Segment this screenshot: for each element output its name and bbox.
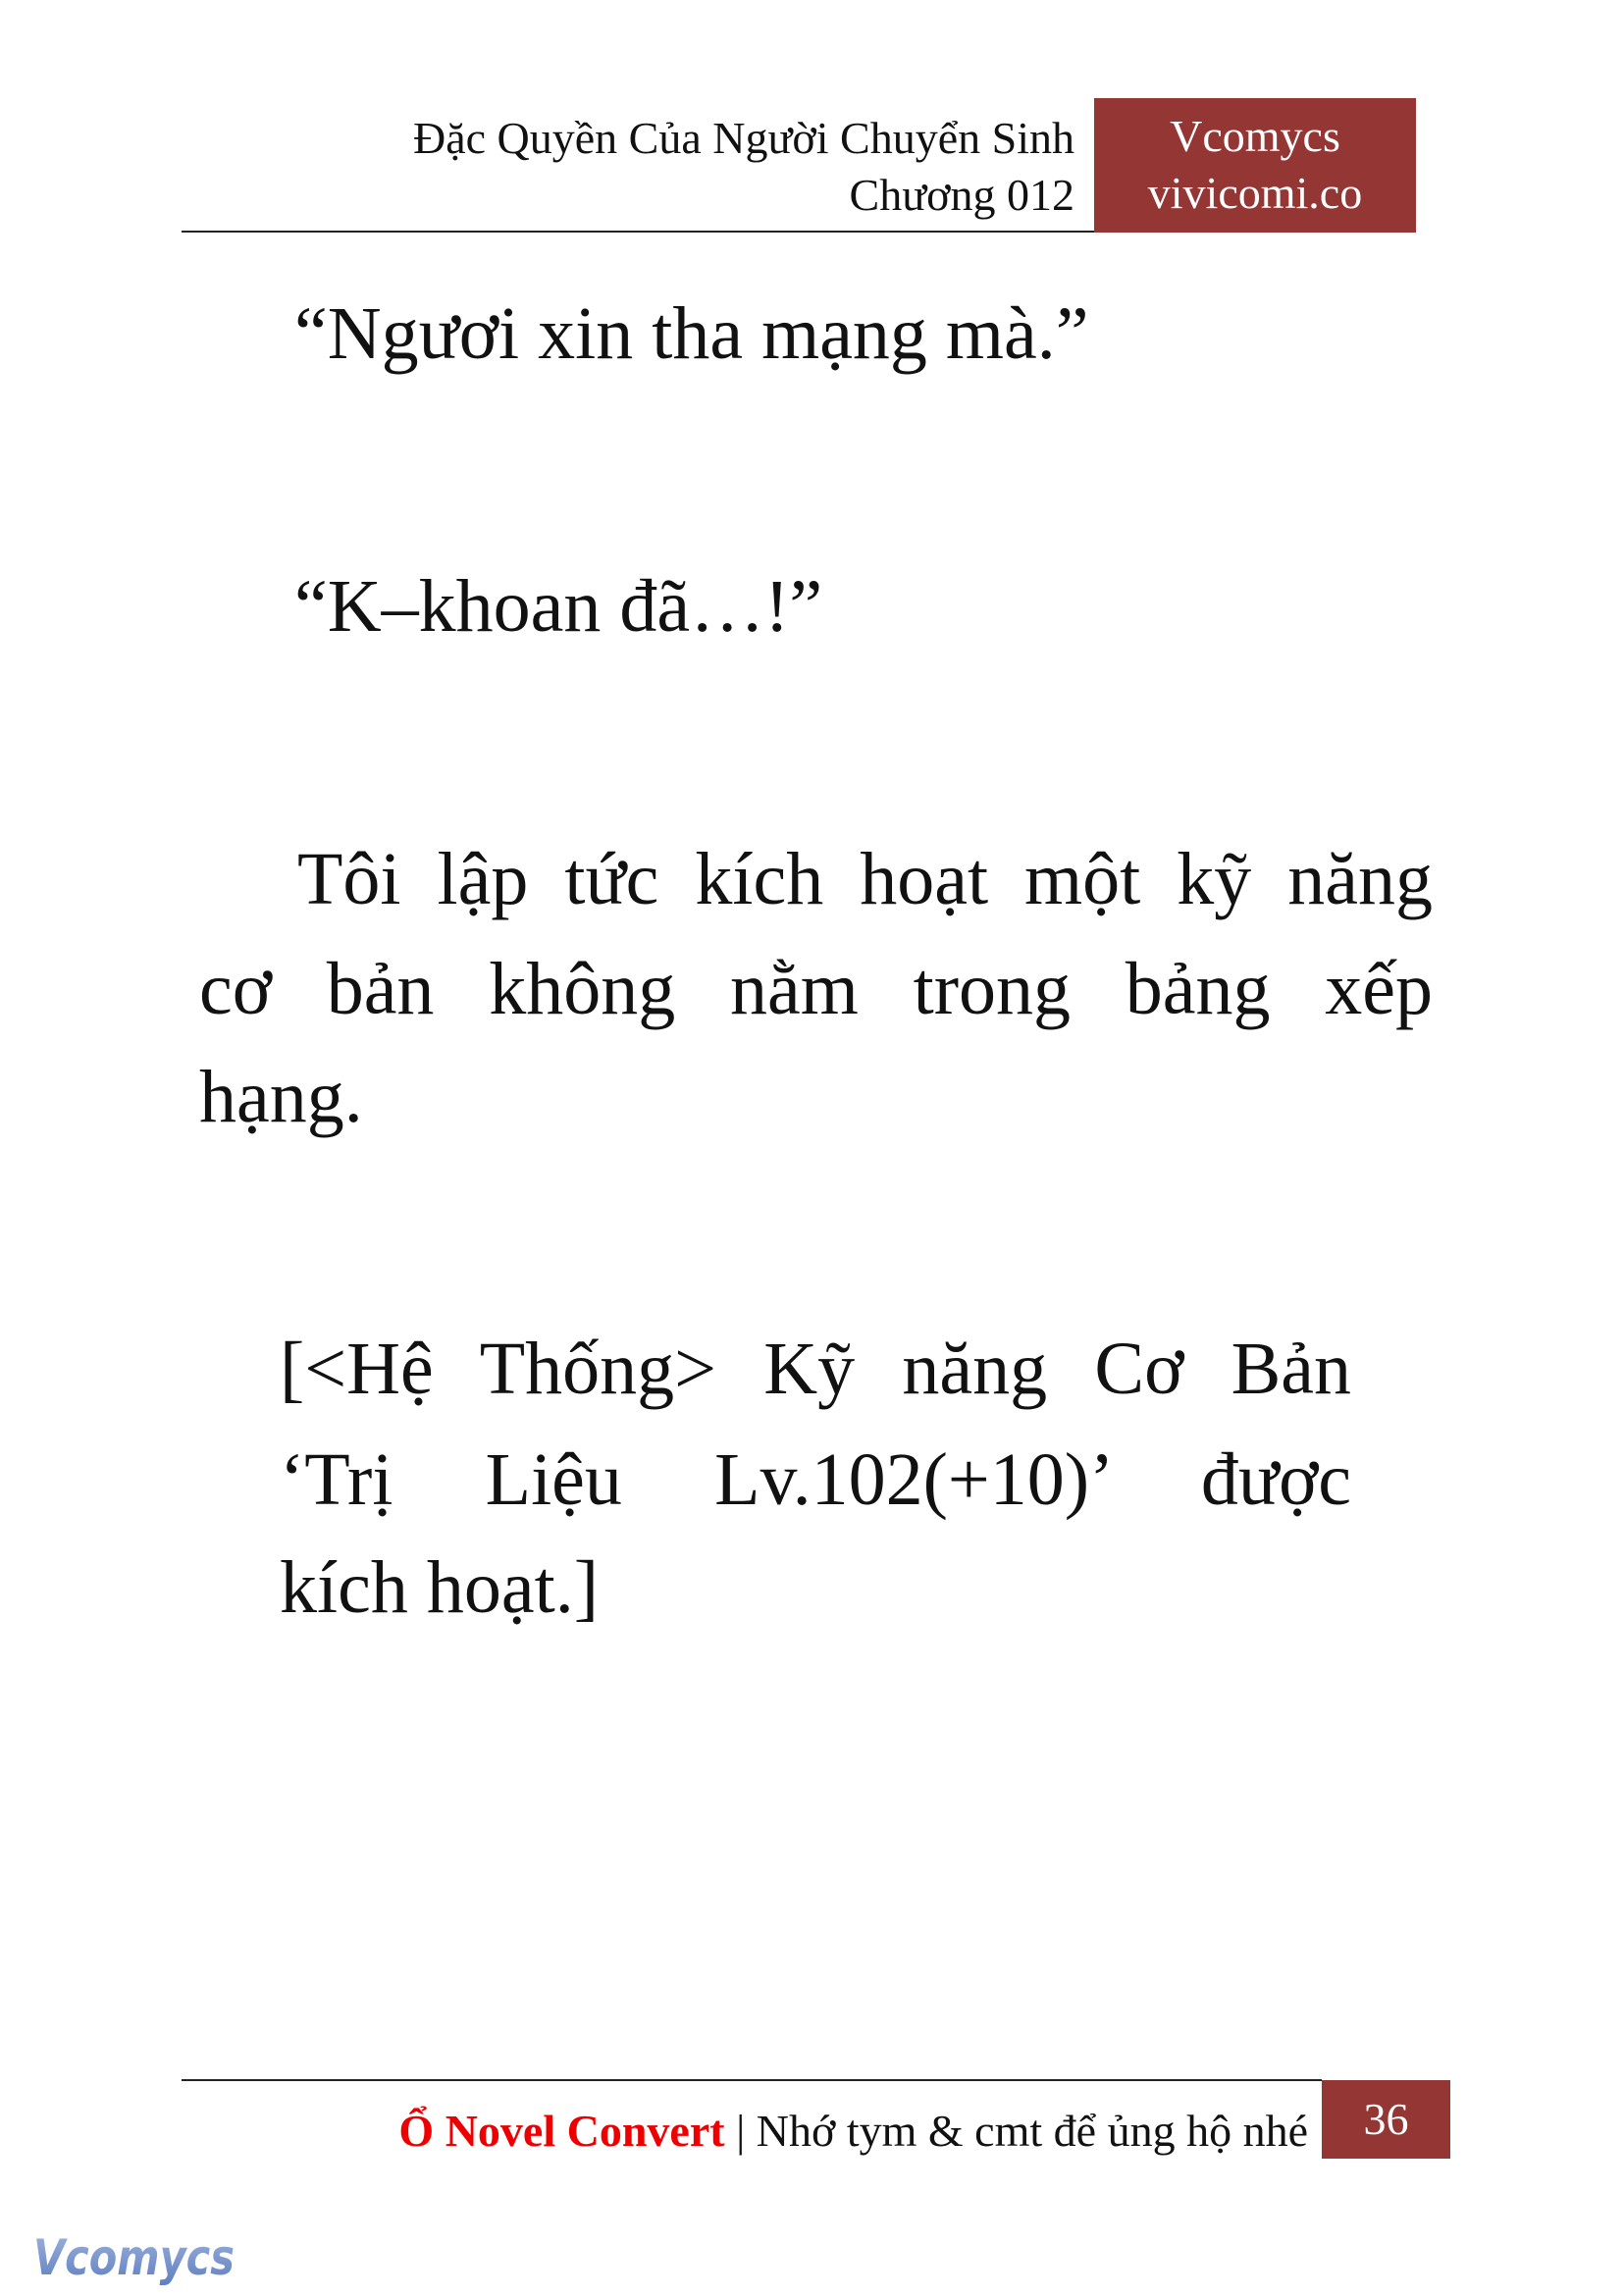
page-header-title (413, 110, 1074, 224)
footer-message: Nhớ tym & cmt để ủng hộ nhé (756, 2106, 1308, 2156)
dialogue-line: “Ngươi xin tha mạng mà.” (294, 292, 1089, 375)
brand-site: vivicomi.co (1147, 168, 1363, 218)
dialogue-line: “K–khoan đã…!” (294, 565, 823, 648)
paragraph-line: hạng. (199, 1056, 363, 1138)
header-brand-box (1094, 98, 1416, 233)
brand-name: Vcomycs (1170, 111, 1340, 161)
header-divider (182, 231, 1096, 233)
footer-brand: Ổ Novel Convert (398, 2106, 725, 2156)
footer-text (398, 2104, 1308, 2159)
system-message-line: kích hoạt.] (280, 1546, 600, 1629)
page-number: 36 (1322, 2080, 1450, 2159)
footer-separator: | (736, 2106, 746, 2156)
paragraph-line: Tôi lập tức kích hoạt một kỹ năng (297, 838, 1433, 920)
svg-text:Vcomycs: Vcomycs (33, 2229, 235, 2286)
chapter-label: Chương 012 (849, 170, 1074, 220)
system-message-line: ‘Trị Liệu Lv.102(+10)’ được (280, 1438, 1351, 1521)
vcomycs-watermark-logo (29, 2225, 245, 2296)
system-message-line: [<Hệ Thống> Kỹ năng Cơ Bản (280, 1328, 1351, 1410)
footer-divider (182, 2079, 1322, 2081)
book-title: Đặc Quyền Của Người Chuyển Sinh (412, 113, 1074, 163)
paragraph-line: cơ bản không nằm trong bảng xếp (199, 948, 1433, 1030)
